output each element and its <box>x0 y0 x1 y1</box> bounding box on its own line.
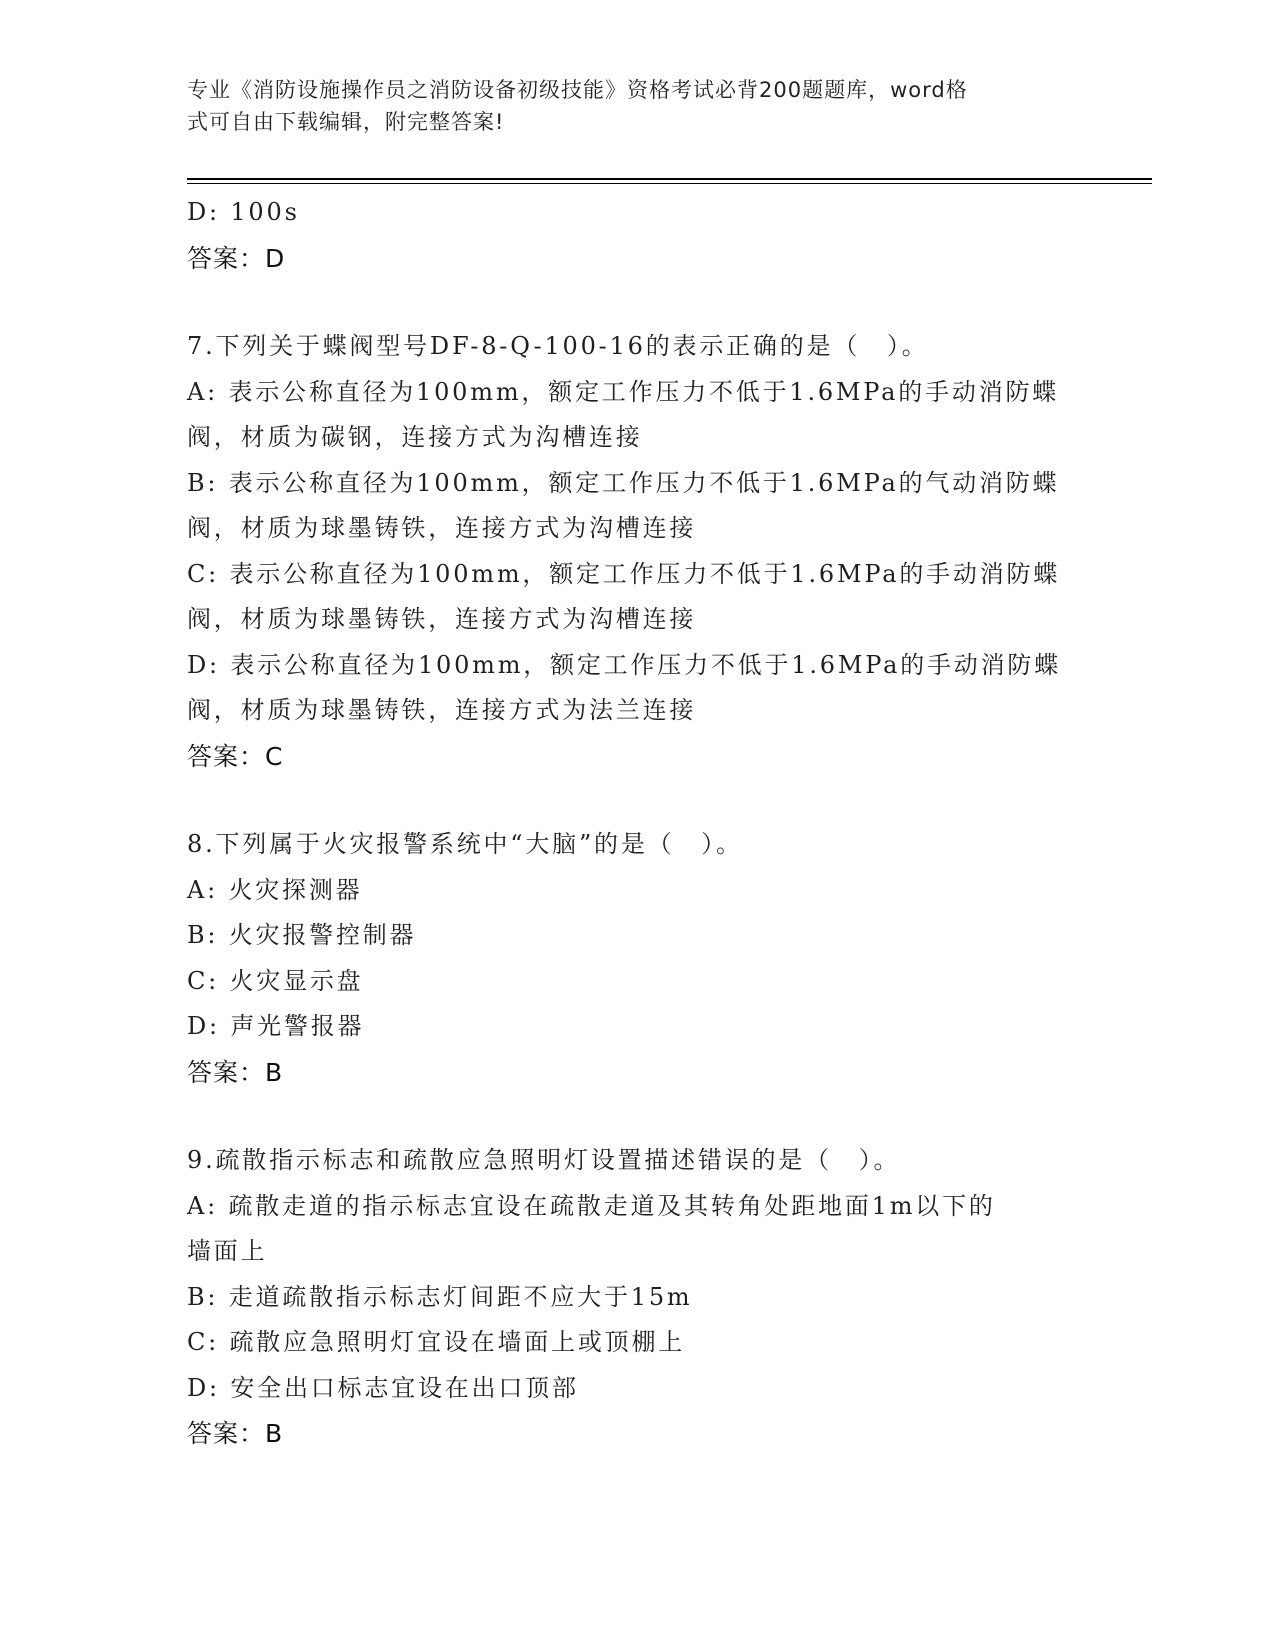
option-b: B: 表示公称直径为100mm，额定工作压力不低于1.6MPa的气动消防蝶 <box>187 468 1060 497</box>
question-content <box>187 190 1087 1457</box>
option-d-continued: 阀，材质为球墨铸铁，连接方式为法兰连接 <box>187 696 697 724</box>
header-divider-thick <box>187 178 1152 180</box>
spacer <box>187 1095 1087 1138</box>
option-b: B: 走道疏散指示标志灯间距不应大于15m <box>187 1282 693 1311</box>
option-a: A: 火灾探测器 <box>187 875 363 904</box>
option-d: D: 声光警报器 <box>187 1012 365 1040</box>
option-d: D: 100s <box>187 198 300 226</box>
header-divider-thin <box>187 183 1152 184</box>
option-c: C: 火灾显示盘 <box>187 966 364 995</box>
option-c: C: 疏散应急照明灯宜设在墙面上或顶棚上 <box>187 1328 686 1356</box>
option-c: C: 表示公称直径为100mm，额定工作压力不低于1.6MPa的手动消防蝶 <box>187 559 1061 588</box>
answer-line: 答案：B <box>187 1057 284 1087</box>
option-a-continued: 阀，材质为碳钢，连接方式为沟槽连接 <box>187 423 643 451</box>
answer-line: 答案：D <box>187 243 286 273</box>
question-9 <box>187 1138 1087 1457</box>
question-stem: 9.疏散指示标志和疏散应急照明灯设置描述错误的是（ ）。 <box>187 1146 901 1174</box>
answer-line: 答案：C <box>187 741 284 771</box>
page-header <box>187 74 1067 138</box>
option-b-continued: 阀，材质为球墨铸铁，连接方式为沟槽连接 <box>187 514 697 542</box>
option-d: D: 安全出口标志宜设在出口顶部 <box>187 1373 579 1402</box>
answer-line: 答案：B <box>187 1419 284 1448</box>
question-8 <box>187 822 1087 1095</box>
option-a-continued: 墙面上 <box>187 1237 268 1265</box>
question-7 <box>187 324 1087 779</box>
option-a: A: 表示公称直径为100mm，额定工作压力不低于1.6MPa的手动消防蝶 <box>187 377 1060 406</box>
header-line-2: 式可自由下载编辑，附完整答案! <box>187 110 505 134</box>
spacer <box>187 281 1087 324</box>
option-d: D: 表示公称直径为100mm，额定工作压力不低于1.6MPa的手动消防蝶 <box>187 650 1062 679</box>
spacer <box>187 779 1087 822</box>
option-b: B: 火灾报警控制器 <box>187 921 417 949</box>
option-a: A: 疏散走道的指示标志宜设在疏散走道及其转角处距地面1m以下的 <box>187 1191 996 1220</box>
previous-question-tail <box>187 190 1087 281</box>
header-line-1: 专业《消防设施操作员之消防设备初级技能》资格考试必背200题题库，word格 <box>187 78 968 102</box>
question-stem: 8.下列属于火灾报警系统中“大脑”的是（ ）。 <box>187 830 743 858</box>
option-c-continued: 阀，材质为球墨铸铁，连接方式为沟槽连接 <box>187 605 697 633</box>
question-stem: 7.下列关于蝶阀型号DF-8-Q-100-16的表示正确的是（ ）。 <box>187 332 929 360</box>
